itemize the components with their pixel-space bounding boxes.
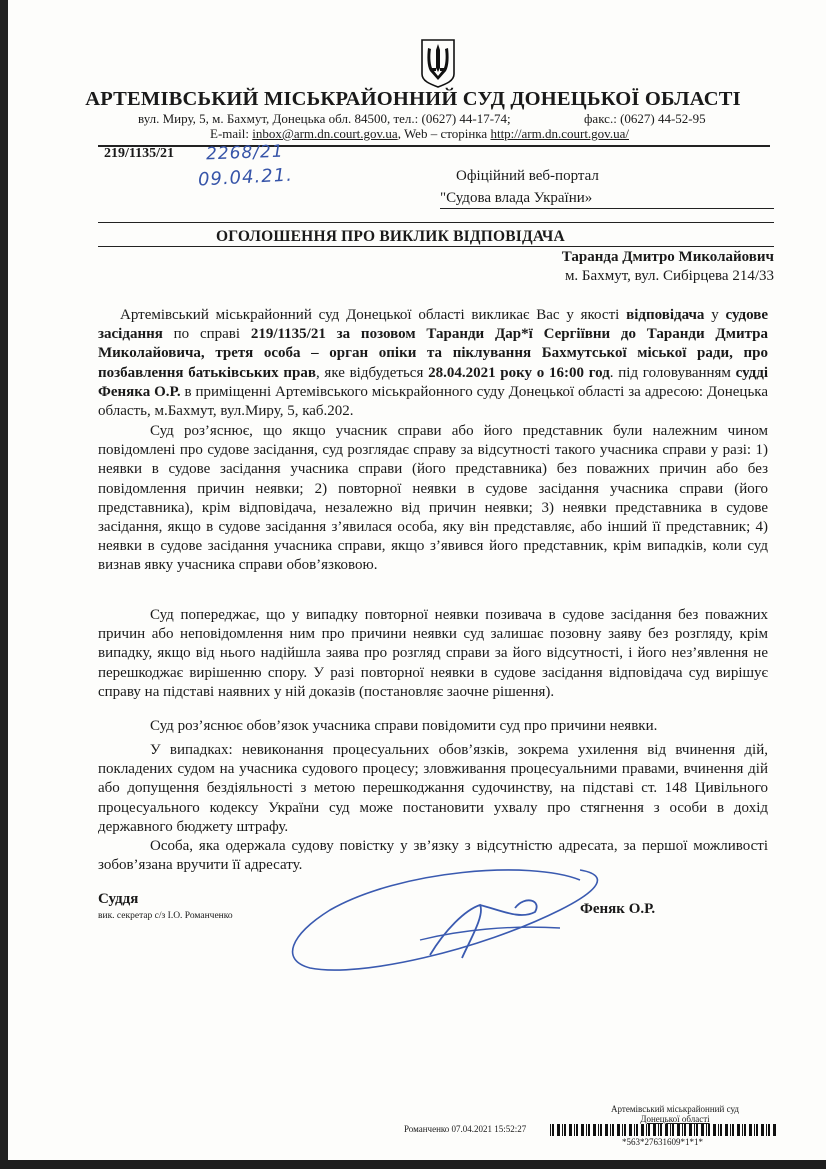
case-number: 219/1135/21	[104, 146, 175, 161]
footer-user-timestamp: Романченко 07.04.2021 15:52:27	[404, 1124, 527, 1134]
footer-court-name: Артемівський міськрайонний суд	[611, 1104, 739, 1114]
footer-barcode-code: *563*27631609*1*1*	[622, 1137, 703, 1147]
footer-court-region: Донецької області	[640, 1114, 710, 1124]
judge-name: Феняк О.Р.	[580, 901, 656, 917]
handwritten-date: 09.04.21.	[197, 164, 294, 191]
scan-left-edge	[0, 0, 8, 1169]
handwritten-reg-number: 2268/21	[205, 141, 284, 165]
web-link[interactable]: http://arm.dn.court.gov.ua/	[490, 126, 629, 141]
paragraph-summons: Артемівський міськрайонний суд Донецької області викликає Вас у якості відповідача у судове засідання по справі 219/1135/21 за позовом Таранди Дар*ї Сергіївни до Таранди Дмитра Миколайовича, третя особа – орган опіки та піклування Бахмутської міської ради, про позбавлення батьківських прав, яке відбудеться 28.04.2021 року о 16:00 год. під головуванням судді Феняка О.Р. в приміщенні Артемівського міськрайонного суду Донецької області за адресою: Донецька область, м.Бахмут, вул.Миру, 5, каб.202.	[98, 307, 769, 420]
title-rule-bottom	[98, 246, 774, 247]
secretary-line: вик. секретар с/з І.О. Романченко	[98, 911, 233, 921]
paragraph-fines: У випадках: невиконання процесуальних обов’язків, зокрема ухилення від вчинення дій, покладених судом на учасника судового процесу; зловживання процесуальними правами, вчинення дій або допущення бездіяльності з метою перешкоджання судочинству, на підставі ст. 148 Цивільного процесуального кодексу України суд може постановити ухвалу про стягнення з особи в дохід державного бюджету штрафу.	[98, 742, 768, 835]
header-divider	[98, 145, 770, 147]
scan-bottom-edge	[0, 1160, 826, 1169]
recipient-line-2: "Судова влада України»	[440, 190, 593, 206]
court-title: АРТЕМІВСЬКИЙ МІСЬКРАЙОННИЙ СУД ДОНЕЦЬКОЇ ОБЛАСТІ	[85, 88, 741, 110]
title-rule-top	[98, 222, 774, 223]
paragraph-duty-notify: Суд роз’яснює обов’язок учасника справи повідомити суд про причини неявки.	[150, 718, 658, 734]
addressee-name: Таранда Дмитро Миколайович	[561, 249, 774, 265]
recipient-underline	[440, 208, 774, 209]
paragraph-warning: Суд попереджає, що у випадку повторної неявки позивача в судове засідання без поважних причин або неповідомлення ним про причини неявки суд залишає позовну заяву без розгляду, крім випадку, якщо від нього надійшла заява про розгляд справи за його відсутності, і його нез’явлення не перешкоджає вирішенню спору. У разі повторної неявки в судове засідання відповідача суд вирішує справу на підставі наявних у ній доказів (постановляє заочне рішення).	[98, 607, 768, 700]
court-fax: факс.: (0627) 44-52-95	[584, 111, 706, 126]
court-address: вул. Миру, 5, м. Бахмут, Донецька обл. 84500, тел.: (0627) 44-17-74;	[138, 111, 511, 126]
addressee-address: м. Бахмут, вул. Сибірцева 214/33	[564, 268, 774, 284]
web-label: , Web – сторінка	[397, 126, 491, 141]
email-label: E-mail:	[210, 126, 253, 141]
barcode-icon	[550, 1124, 780, 1136]
paragraph-delivery: Особа, яка одержала судову повістку у зв’язку з відсутністю адресата, за першої можливості зобов’язана вручити її адресату.	[98, 838, 768, 874]
judge-label: Суддя	[98, 891, 139, 907]
coat-of-arms-icon	[420, 38, 456, 88]
judge-signature	[280, 850, 640, 980]
court-contacts	[210, 126, 629, 142]
paragraph-absence-rules: Суд роз’яснює, що якщо учасник справи або його представник були належним чином повідомлені про судове засідання, суд розглядає справу за відсутності такого учасника справи у разі: 1) неявки в судове засідання учасника справи (його представника) без поважних причин або без повідомлення причин неявки; 2) повторної неявки в судове засідання учасника справи (його представника), крім відповідача, незалежно від причин неявки; 3) неявки представника в судове засідання, якщо в судове засідання з’явилася особа, яку він представляє, або інший її представник; 4) неявки в судове засідання учасника справи, якщо з’явився його представник, крім випадків, коли суд визнав явку учасника справи обов’язковою.	[98, 423, 768, 574]
email-link[interactable]: inbox@arm.dn.court.gov.ua	[252, 126, 398, 141]
notice-title: ОГОЛОШЕННЯ ПРО ВИКЛИК ВІДПОВІДАЧА	[216, 228, 565, 245]
recipient-line-1: Офіційний веб-портал	[456, 168, 599, 184]
